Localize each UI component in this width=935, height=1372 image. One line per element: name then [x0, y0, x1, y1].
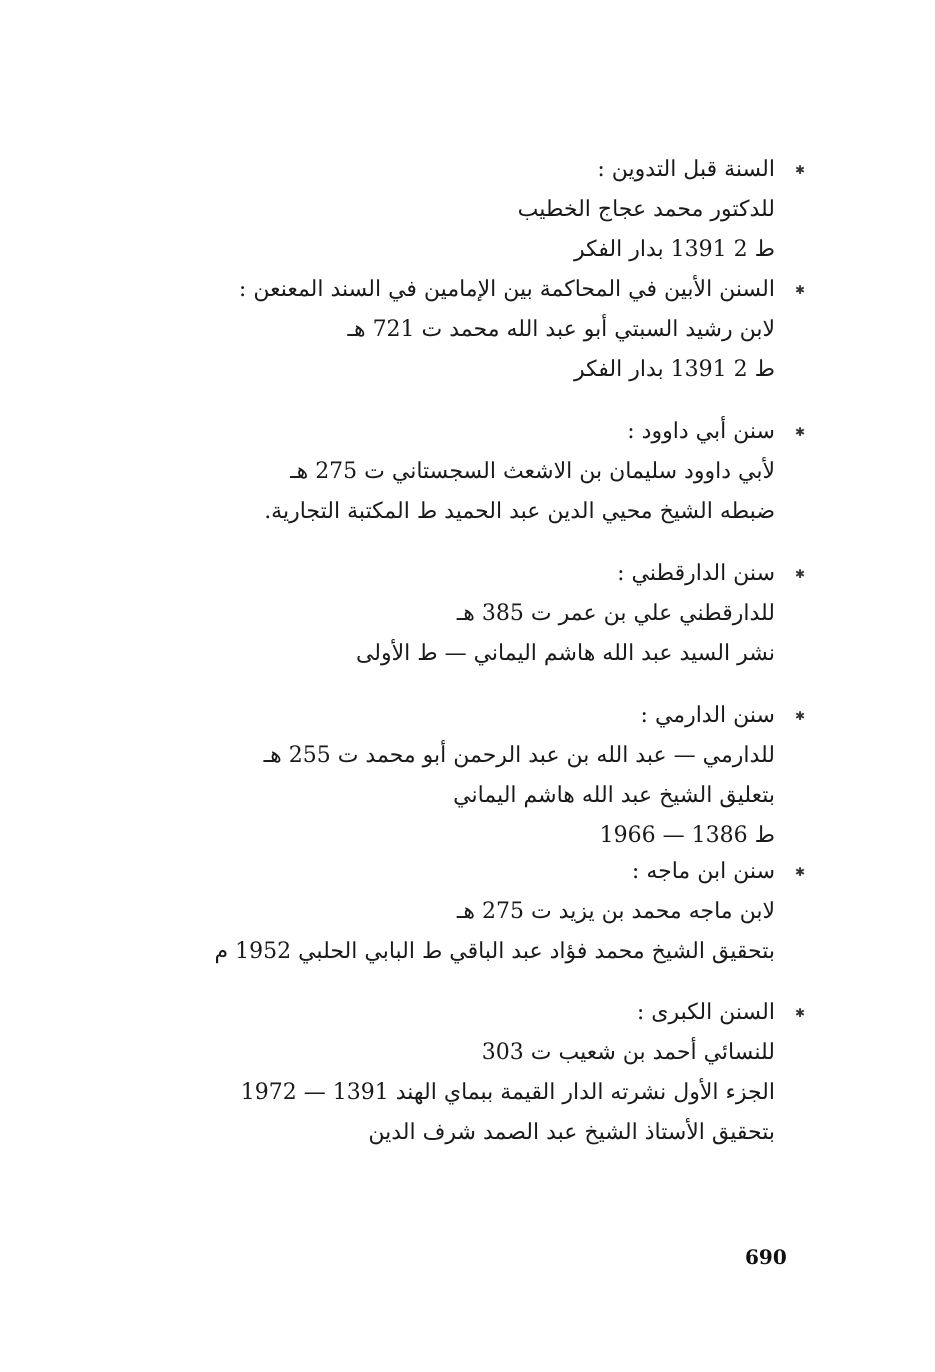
bullet-icon: ✱ — [794, 709, 805, 723]
entry-line: ط 2 1391 بدار الفكر — [574, 237, 775, 262]
bullet-icon: ✱ — [794, 425, 805, 439]
entry-title-text: السنن الأبين في المحاكمة بين الإمامين في السند المعنعن : — [238, 277, 775, 302]
entry-line: لابن رشيد السبتي أبو عبد الله محمد ت 721 هـ — [347, 317, 775, 342]
entry-line: للدارقطني علي بن عمر ت 385 هـ — [456, 601, 775, 626]
entry-sunan-daraqutni — [135, 554, 805, 674]
entry-sunan-kubra — [135, 993, 805, 1153]
entry-line: ضبطه الشيخ محيي الدين عبد الحميد ط المكتبة التجارية. — [264, 499, 775, 524]
bullet-icon: ✱ — [794, 163, 805, 177]
entry-title-text: سنن ابن ماجه : — [631, 859, 775, 884]
entry-title-text: سنن الدارمي : — [640, 703, 775, 728]
entry-line: للدكتور محمد عجاج الخطيب — [517, 197, 775, 222]
bullet-icon: ✱ — [794, 865, 805, 879]
entry-line: للنسائي أحمد بن شعيب ت 303 — [481, 1040, 775, 1065]
entry-title — [135, 852, 805, 892]
entry-sunan-darimi — [135, 696, 805, 856]
entry-title — [135, 696, 805, 736]
entry-title — [135, 270, 805, 310]
entry-sunna-qabl-tadwin — [135, 150, 805, 270]
entry-line: بتحقيق الأستاذ الشيخ عبد الصمد شرف الدين — [368, 1120, 775, 1145]
page-number: 690 — [745, 1245, 787, 1269]
entry-title — [135, 150, 805, 190]
entry-title-text: السنة قبل التدوين : — [597, 157, 775, 182]
entry-sunan-abyan — [135, 270, 805, 390]
entry-line: الجزء الأول نشرته الدار القيمة ببماي الهند 1391 — 1972 — [240, 1080, 775, 1105]
entry-title — [135, 993, 805, 1033]
entry-line: ط 1386 — 1966 — [599, 823, 775, 848]
entry-line: نشر السيد عبد الله هاشم اليماني — ط الأولى — [355, 641, 775, 666]
entry-line: ط 2 1391 بدار الفكر — [574, 357, 775, 382]
entry-title-text: سنن الدارقطني : — [617, 561, 775, 586]
entry-line: لأبي داوود سليمان بن الاشعث السجستاني ت 275 هـ — [290, 459, 775, 484]
bullet-icon: ✱ — [794, 283, 805, 297]
entry-sunan-abi-dawud — [135, 412, 805, 532]
entry-title-text: السنن الكبرى : — [636, 1000, 775, 1025]
entry-line: بتحقيق الشيخ محمد فؤاد عبد الباقي ط البابي الحلبي 1952 م — [214, 939, 775, 964]
bullet-icon: ✱ — [794, 1006, 805, 1020]
bullet-icon: ✱ — [794, 567, 805, 581]
entry-sunan-ibn-majah — [135, 852, 805, 972]
entry-line: للدارمي — عبد الله بن عبد الرحمن أبو محمد ت 255 هـ — [263, 743, 775, 768]
entry-line: لابن ماجه محمد بن يزيد ت 275 هـ — [456, 899, 775, 924]
entry-title — [135, 554, 805, 594]
entry-title-text: سنن أبي داوود : — [627, 419, 775, 444]
entry-line: بتعليق الشيخ عبد الله هاشم اليماني — [453, 783, 775, 808]
entry-title — [135, 412, 805, 452]
